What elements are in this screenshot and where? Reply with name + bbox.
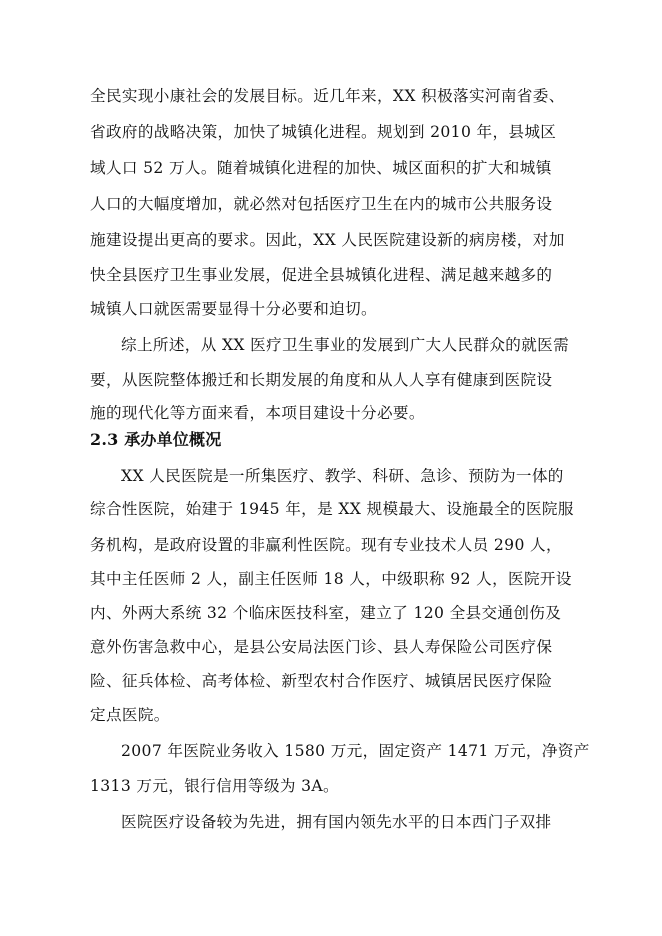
body-text-line: 综合性医院，始建于 1945 年，是 XX 规模最大、设施最全的医院服 — [90, 500, 574, 518]
body-text-line: 其中主任医师 2 人，副主任医师 18 人，中级职称 92 人，医院开设 — [90, 570, 572, 588]
body-text-line: 综上所述，从 XX 医疗卫生事业的发展到广大人民群众的就医需 — [121, 336, 570, 354]
body-text-line: 省政府的战略决策，加快了城镇化进程。规划到 2010 年，县城区 — [90, 123, 557, 141]
body-text-line: 1313 万元，银行信用等级为 3A。 — [90, 777, 339, 795]
body-text-line: 全民实现小康社会的发展目标。近几年来，XX 积极落实河南省委、 — [90, 87, 565, 105]
body-text-line: 险、征兵体检、高考体检、新型农村合作医疗、城镇居民医疗保险 — [90, 672, 553, 690]
section-heading: 2.3 承办单位概况 — [90, 430, 222, 449]
body-text-line: 快全县医疗卫生事业发展，促进全县城镇化进程、满足越来越多的 — [90, 266, 553, 284]
body-text-line: 内、外两大系统 32 个临床医技科室，建立了 120 全县交通创伤及 — [90, 604, 562, 622]
body-text-line: 域人口 52 万人。随着城镇化进程的加快、城区面积的扩大和城镇 — [90, 159, 552, 177]
body-text-line: 2007 年医院业务收入 1580 万元，固定资产 1471 万元，净资产 — [121, 742, 590, 760]
body-text-line: 城镇人口就医需要显得十分必要和迫切。 — [90, 300, 377, 318]
body-text-line: 务机构，是政府设置的非赢利性医院。现有专业技术人员 290 人， — [90, 536, 562, 554]
body-text-line: 定点医院。 — [90, 706, 170, 724]
body-text-line: 意外伤害急救中心，是县公安局法医门诊、县人寿保险公司医疗保 — [90, 638, 553, 656]
body-text-line: 人口的大幅度增加，就必然对包括医疗卫生在内的城市公共服务设 — [90, 195, 553, 213]
body-text-line: 施建设提出更高的要求。因此，XX 人民医院建设新的病房楼，对加 — [90, 231, 565, 249]
body-text-line: 施的现代化等方面来看，本项目建设十分必要。 — [90, 404, 425, 422]
body-text-line: XX 人民医院是一所集医疗、教学、科研、急诊、预防为一体的 — [121, 467, 564, 485]
body-text-line: 医院医疗设备较为先进，拥有国内领先水平的日本西门子双排 — [121, 813, 552, 831]
body-text-line: 要，从医院整体搬迁和长期发展的角度和从人人享有健康到医院设 — [90, 371, 553, 389]
